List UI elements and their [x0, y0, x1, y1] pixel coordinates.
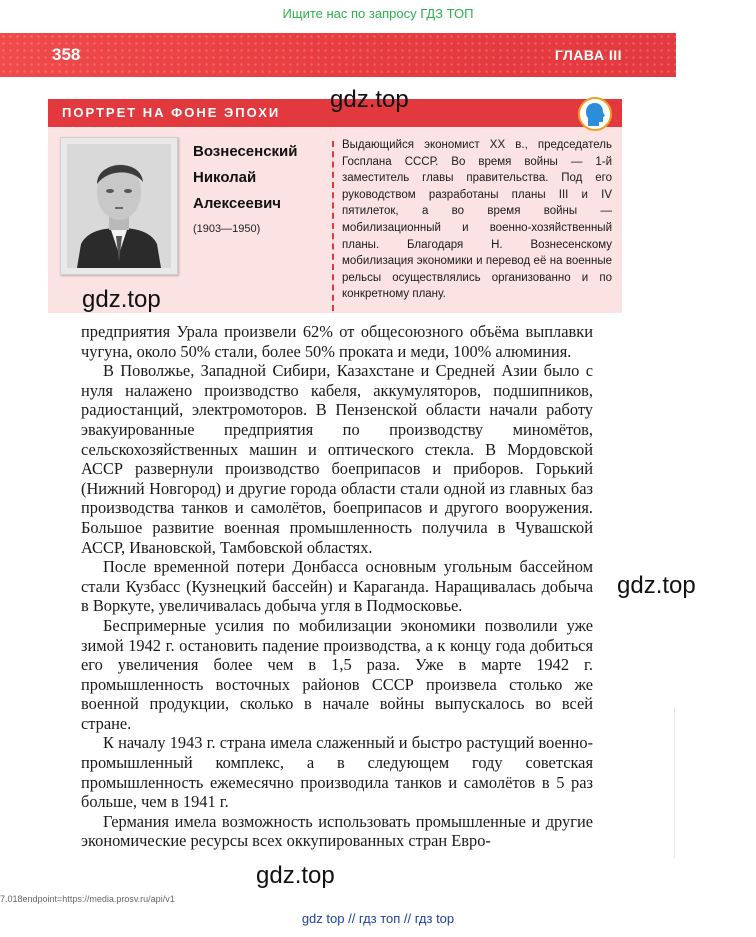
person-patronymic: Алексеевич [193, 195, 281, 212]
person-years: (1903—1950) [193, 223, 261, 235]
page-header [0, 33, 676, 77]
watermark: gdz.top [617, 572, 696, 599]
person-bio [342, 137, 612, 303]
url-strip: 7.018endpoint=https://media.prosv.ru/api/v1 [0, 894, 175, 904]
watermark: gdz.top [82, 286, 161, 313]
paragraph: В Поволжье, Западной Сибири, Казахстане и Средней Азии было с нуля налажено производство кабеля, аккумуляторов, подшипников, радиостанций, электромоторов. В Пензенской области начали работу эвакуированные предприятия по производству миномётов, сельскохозяйственных машин и оптического стекла. В Мордовской АССР развернули производство боеприпасов и приборов. Горький (Нижний Новгород) и другие города области стали одной из главных баз производства танков и самолётов, боеприпасов и другого вооружения. Большое развитие военная промышленность получила в Чувашской АССР, Ивановской, Тамбовской областях. [81, 361, 593, 557]
portrait-sidebar [48, 99, 622, 313]
margin-rule [674, 708, 675, 858]
paragraph: К началу 1943 г. страна имела слаженный и быстро растущий военно-промышленный комплекс, а в следующем году советская промышленность ежемесячно производила танков и самолётов в 5 раз больше, чем в 1941 г. [81, 733, 593, 812]
person-name [193, 139, 333, 217]
watermark: gdz.top [256, 862, 335, 889]
paragraph: Германия имела возможность использовать промышленные и другие экономические ресурсы всех оккупированных стран Евро- [81, 811, 593, 851]
bio-text: Выдающийся экономист XX в., председатель Госплана СССР. Во время войны — 1-й заместитель главы правительства. Под его руководством разработаны планы III и IV пятилеток, а во время войны — мобилизационный и военно-хозяйственный планы. Благодаря Н. Вознесенскому мобилизация экономики и перевод её на военные рельсы осуществлялись организованно и по конкретному плану. [342, 139, 612, 301]
chapter-label: ГЛАВА III [554, 47, 622, 63]
paragraph: предприятия Урала произвели 62% от общесоюзного объёма выплавки чугуна, около 50% стали, более 50% проката и меди, 100% алюминия. [81, 322, 593, 361]
top-banner: Ищите нас по запросу ГДЗ ТОП [282, 6, 474, 21]
profile-head-icon [578, 97, 612, 131]
person-surname: Вознесенский [193, 143, 298, 160]
portrait-photo [60, 137, 178, 275]
paragraph: После временной потери Донбасса основным угольным бассейном стали Кузбасс (Кузнецкий бассейн) и Караганда. Наращивалась добыча в Воркуте, увеличивалась добыча угля в Подмосковье. [81, 557, 593, 616]
portrait-section-title: ПОРТРЕТ НА ФОНЕ ЭПОХИ [62, 105, 281, 120]
watermark: gdz.top [330, 86, 409, 113]
dashed-divider [332, 141, 334, 311]
page-number: 358 [52, 45, 81, 64]
bottom-links: gdz top // гдз топ // гдз top [301, 911, 455, 926]
person-first-name: Николай [193, 169, 257, 186]
paragraph: Беспримерные усилия по мобилизации экономики позволили уже зимой 1942 г. остановить падение производства, а к концу года добиться его увеличения более чем в 1,5 раза. Уже в марте 1942 г. промышленность восточных районов СССР произвела столько же военной продукции, сколько в начале войны выпускалось во всей стране. [81, 615, 593, 733]
main-text [81, 322, 593, 851]
